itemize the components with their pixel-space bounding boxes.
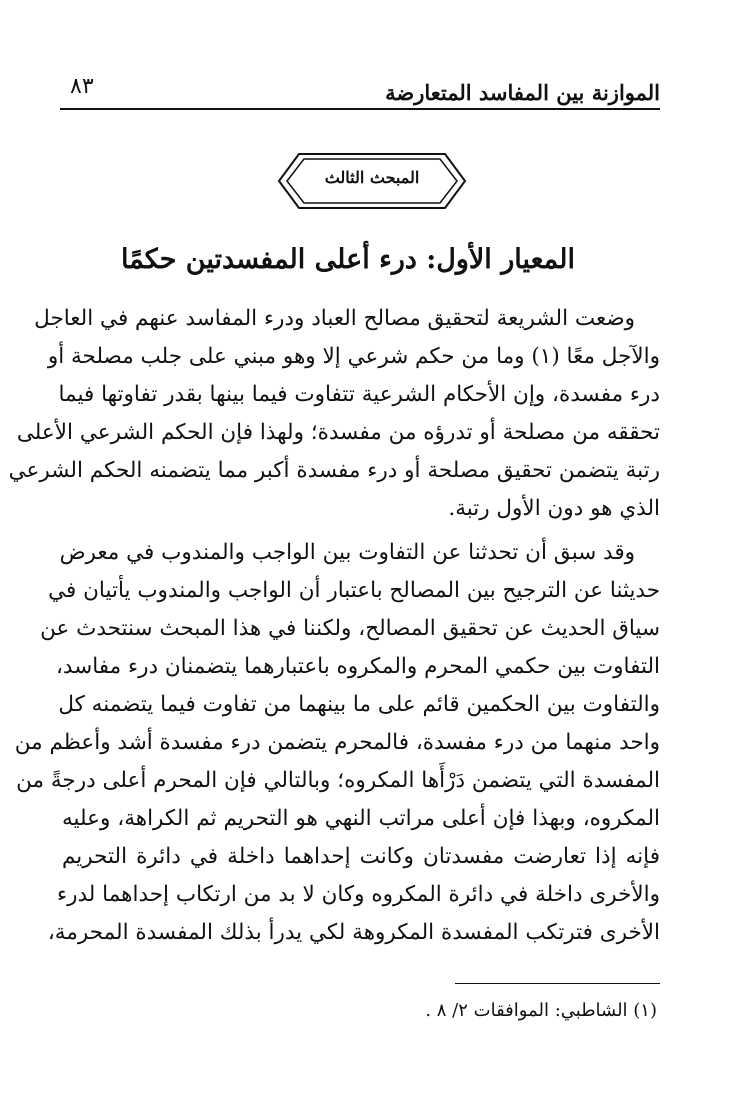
text-line: والآجل معًا (١) وما من حكم شرعي إلا وهو مبني على جلب مصلحة أو [47, 344, 660, 369]
text-line: فإنه إذا تعارضت مفسدتان وكانت إحداهما داخلة في دائرة التحريم [62, 844, 660, 869]
text-line: المفسدة التي يتضمن دَرْأَها المكروه؛ وبالتالي فإن المحرم أعلى درجةً من [16, 768, 660, 793]
text-line: المكروه، وبهذا فإن أعلى مراتب النهي هو التحريم ثم الكراهة، وعليه [62, 806, 660, 831]
criterion-heading: المعيار الأول: درء أعلى المفسدتين حكمًا [120, 244, 575, 275]
footnote-divider [455, 983, 660, 984]
section-badge [277, 150, 467, 212]
text-line: وقد سبق أن تحدثنا عن التفاوت بين الواجب والمندوب في معرض [59, 540, 635, 565]
text-line: رتبة يتضمن تحقيق مصلحة أو درء مفسدة أكبر مما يتضمنه الحكم الشرعي [8, 458, 660, 483]
page-number: ٨٣ [70, 74, 94, 99]
running-header [60, 68, 660, 110]
text-line: حديثنا عن الترجيح بين المصالح باعتبار أن الواجب والمندوب يأتيان في [48, 578, 660, 603]
text-line: درء مفسدة، وإن الأحكام الشرعية تتفاوت فيما بينها بقدر تفاوتها فيما [58, 382, 660, 407]
text-line: الذي هو دون الأول رتبة. [448, 496, 660, 521]
text-line: سياق الحديث عن تحقيق المصالح، ولكننا في هذا المبحث سنتحدث عن [40, 616, 660, 641]
text-line: والتفاوت بين الحكمين قائم على ما بينهما من تفاوت فيما يتضمنه كل [58, 692, 660, 717]
footnote: (١) الشاطبي: الموافقات ٢/ ٨ . [425, 1000, 657, 1021]
running-title: الموازنة بين المفاسد المتعارضة [385, 80, 660, 105]
section-title: المبحث الثالث [324, 168, 420, 187]
text-line: تحققه من مصلحة أو تدرؤه من مفسدة؛ ولهذا فإن الحكم الشرعي الأعلى [16, 420, 660, 445]
text-line: الأخرى فترتكب المفسدة المكروهة لكي يدرأ بذلك المفسدة المحرمة، [47, 920, 660, 945]
text-line: واحد منهما من درء مفسدة، فالمحرم يتضمن درء مفسدة أشد وأعظم من [14, 730, 660, 755]
text-line: التفاوت بين حكمي المحرم والمكروه باعتبارهما يتضمنان درء مفاسد، [55, 654, 660, 679]
text-line: والأخرى داخلة في دائرة المكروه وكان لا بد من ارتكاب إحداهما لدرء [57, 882, 660, 907]
text-line: وضعت الشريعة لتحقيق مصالح العباد ودرء المفاسد عنهم في العاجل [34, 306, 635, 331]
